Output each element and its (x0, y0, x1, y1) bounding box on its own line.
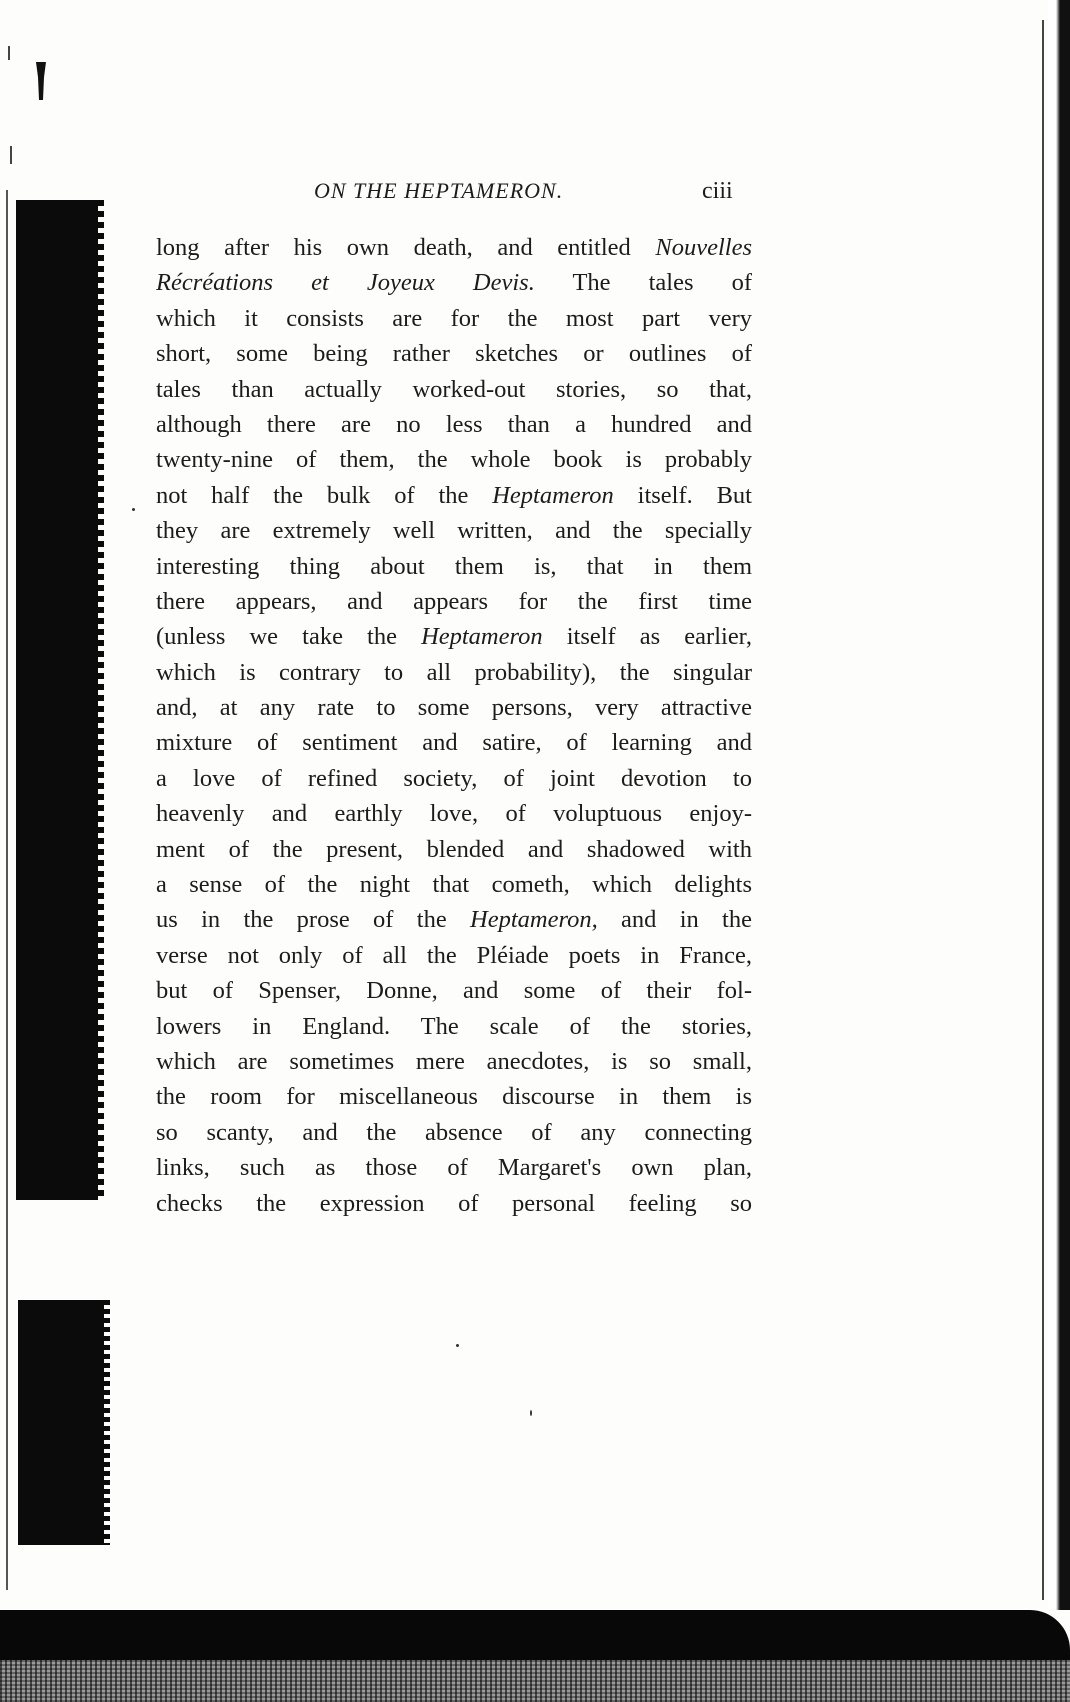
text-line (156, 372, 752, 407)
running-head: ON THE HEPTAMERON. (314, 178, 564, 203)
text-segment: so scanty, and the absence of any connecting (156, 1118, 752, 1146)
text-line (156, 513, 752, 548)
text-segment: heavenly and earthly love, of voluptuous enjoy- (156, 800, 752, 828)
text-segment: a sense of the night that cometh, which delights (156, 871, 752, 899)
text-line (156, 619, 752, 654)
text-segment: checks the expression of personal feeling so (156, 1189, 752, 1217)
scan-edge-line-right (1042, 20, 1044, 1600)
text-line (156, 1186, 752, 1221)
text-line (156, 478, 752, 513)
text-line (156, 867, 752, 902)
text-segment: the room for miscellaneous discourse in them is (156, 1083, 752, 1111)
text-segment: interesting thing about them is, that in them (156, 552, 752, 580)
body-text (156, 230, 752, 1221)
scan-speck (132, 508, 135, 511)
text-line (156, 584, 752, 619)
text-segment: and in the (597, 906, 752, 934)
text-segment: (unless we take the (156, 623, 422, 651)
text-segment: although there are no less than a hundred and (156, 410, 752, 438)
text-segment: and, at any rate to some persons, very attractive (156, 694, 752, 722)
text-segment: mixture of sentiment and satire, of learning and (156, 729, 752, 757)
scan-noise-bottom-strip (0, 1660, 1070, 1702)
text-segment: itself as earlier, (542, 623, 752, 651)
text-line (156, 442, 752, 477)
text-segment: they are extremely well written, and the specially (156, 517, 752, 545)
text-segment: which are sometimes mere anecdotes, is so small, (156, 1047, 752, 1075)
text-segment: short, some being rather sketches or outlines of (156, 340, 752, 368)
text-line (156, 655, 752, 690)
italic-segment: Nouvelles (655, 234, 752, 261)
scan-speck (530, 1410, 532, 1416)
text-line (156, 761, 752, 796)
scan-shadow-bar-left-upper (16, 200, 98, 1200)
text-segment: not half the bulk of the (156, 481, 493, 509)
italic-segment: Heptameron, (470, 906, 598, 934)
text-segment: which is contrary to all probability), the singular (156, 658, 752, 686)
scan-shadow-right-edge (1048, 0, 1070, 1610)
text-line (156, 407, 752, 442)
text-line (156, 549, 752, 584)
text-line (156, 230, 752, 265)
italic-segment: Récréations et Joyeux Devis. (156, 269, 535, 297)
text-line (156, 336, 752, 371)
scan-speck (456, 1344, 459, 1347)
scan-shadow-bottom-band (0, 1610, 1070, 1660)
page-number: ciii (702, 178, 733, 204)
text-segment: The tales of (534, 269, 752, 297)
text-line (156, 301, 752, 336)
text-line (156, 938, 752, 973)
scan-tick-mark (8, 46, 10, 60)
text-line (156, 1115, 752, 1150)
text-segment: long after his own death, and entitled (156, 234, 656, 261)
text-line (156, 265, 752, 300)
text-line (156, 1009, 752, 1044)
text-segment: twenty-nine of them, the whole book is probably (156, 446, 752, 474)
text-segment: links, such as those of Margaret's own plan, (156, 1154, 752, 1182)
text-line (156, 1150, 752, 1185)
text-line (156, 1044, 752, 1079)
text-segment: which it consists are for the most part very (156, 304, 752, 332)
italic-segment: Heptameron (421, 623, 543, 651)
text-line (156, 690, 752, 725)
scan-edge-line-left (6, 190, 8, 1590)
text-segment: a love of refined society, of joint devotion to (156, 764, 752, 792)
scan-blot-mark (36, 62, 46, 100)
text-segment: verse not only of all the Pléiade poets in France, (156, 941, 752, 969)
text-segment: us in the prose of the (156, 906, 471, 934)
text-segment: itself. But (613, 481, 752, 509)
italic-segment: Heptameron (492, 481, 614, 509)
text-line (156, 832, 752, 867)
text-segment: there appears, and appears for the first time (156, 587, 752, 615)
scan-shadow-bar-left-lower (18, 1300, 104, 1545)
text-segment: but of Spenser, Donne, and some of their fol- (156, 977, 752, 1005)
text-line (156, 1079, 752, 1114)
text-line (156, 973, 752, 1008)
text-segment: tales than actually worked-out stories, so that, (156, 375, 752, 403)
text-line (156, 725, 752, 760)
text-line (156, 796, 752, 831)
scan-tick-mark (10, 146, 12, 164)
text-segment: ment of the present, blended and shadowed with (156, 835, 752, 863)
text-line (156, 902, 752, 937)
text-segment: lowers in England. The scale of the stories, (156, 1012, 752, 1040)
